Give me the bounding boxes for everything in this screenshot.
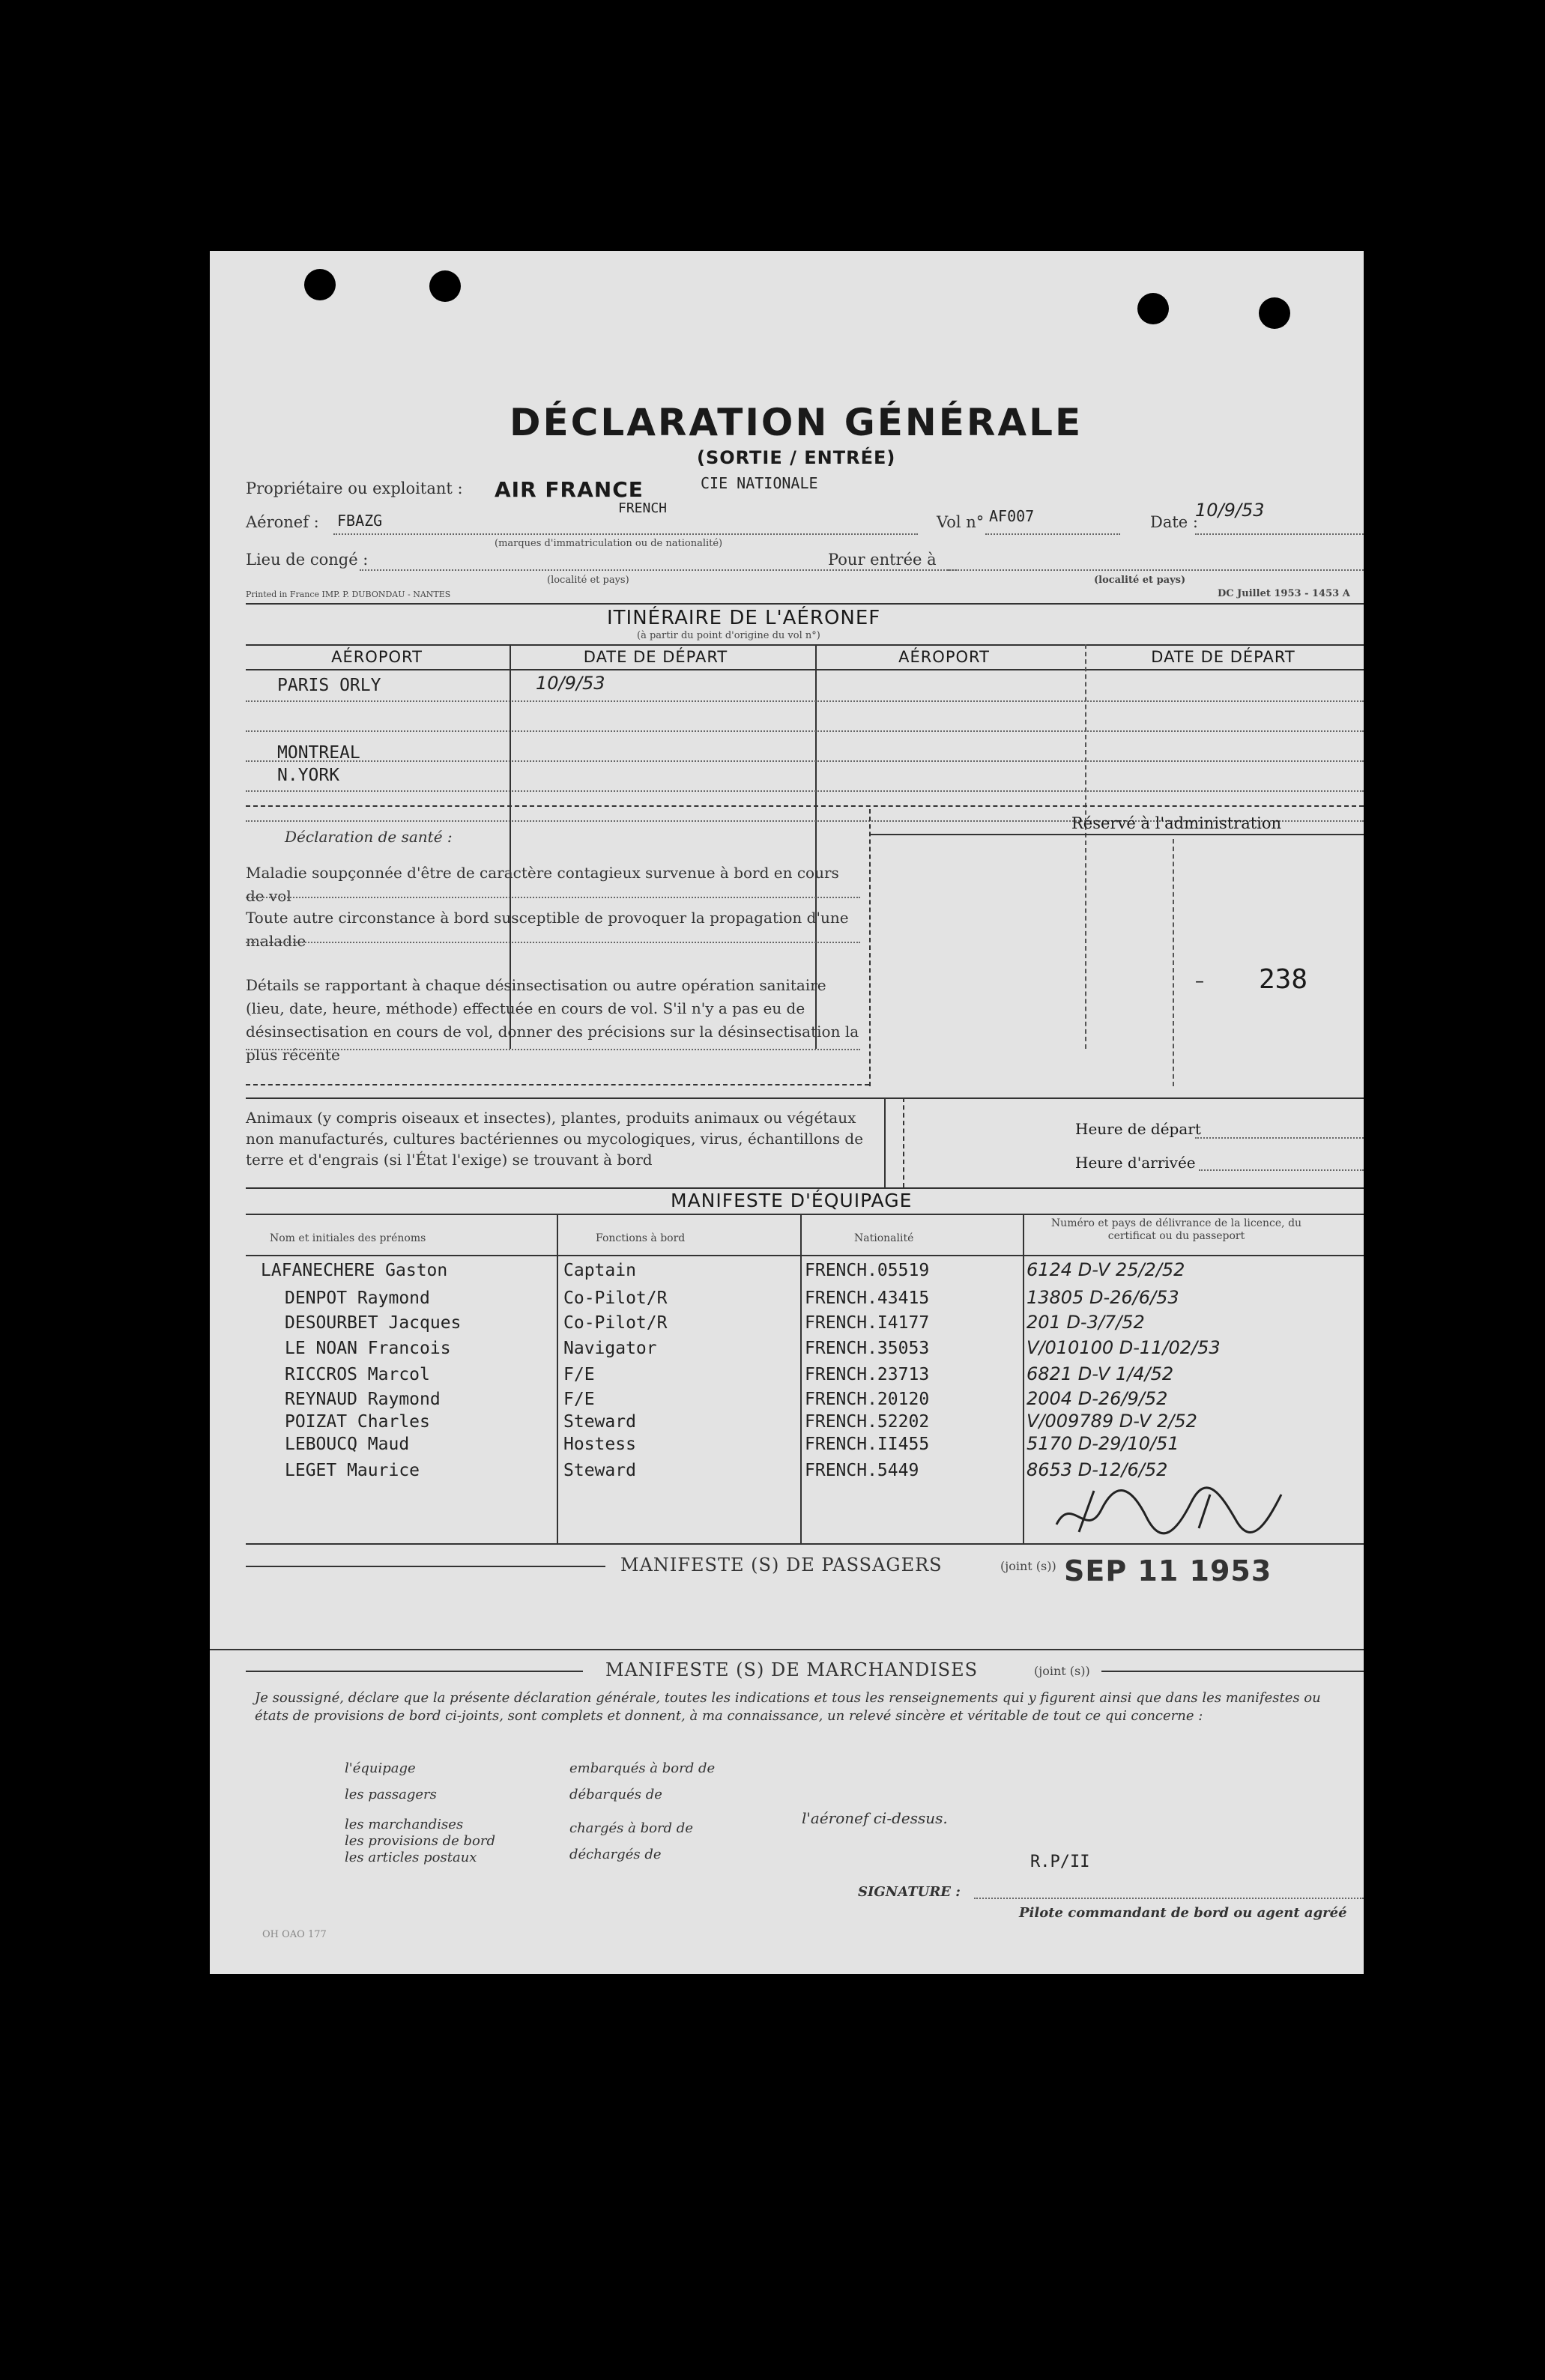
owner-extra: CIE NATIONALE — [701, 474, 818, 492]
admin-dash: – — [1195, 970, 1204, 991]
declaration-embarked: embarqués à bord de — [569, 1760, 716, 1776]
form-subtitle: (SORTIE / ENTRÉE) — [697, 447, 896, 468]
crew-function: Co-Pilot/R — [563, 1289, 668, 1308]
aircraft-value: FBAZG — [337, 512, 383, 530]
crew-top-rule — [246, 1187, 1364, 1189]
itinerary-airport: MONTREAL — [277, 743, 360, 763]
crew-name: REYNAUD Raymond — [285, 1390, 441, 1409]
crew-title-rule — [246, 1214, 1364, 1215]
crew-nationality: FRENCH.I4177 — [805, 1313, 930, 1333]
crew-license: V/009789 D-V 2/52 — [1027, 1411, 1197, 1432]
health-title: Déclaration de santé : — [285, 828, 453, 846]
itinerary-top-rule — [246, 644, 1364, 646]
itinerary-bottom-rule — [246, 805, 1364, 807]
itinerary-col-date-2: DATE DE DÉPART — [1151, 648, 1295, 666]
animals-divider — [903, 1097, 904, 1187]
cargo-rule — [210, 1649, 1364, 1650]
itinerary-row-line — [246, 790, 1364, 792]
crew-nationality: FRENCH.35053 — [805, 1339, 930, 1358]
crew-license: 13805 D-26/6/53 — [1027, 1287, 1179, 1308]
signer-title: Pilote commandant de bord ou agent agréé — [1019, 1905, 1347, 1921]
date-value: 10/9/53 — [1195, 500, 1265, 521]
declaration-goods: les marchandises — [345, 1817, 464, 1832]
entry-note: (localité et pays) — [1094, 575, 1186, 586]
declaration-unloaded: déchargés de — [569, 1847, 662, 1862]
itinerary-title: ITINÉRAIRE DE L'AÉRONEF — [607, 607, 881, 629]
owner-label: Propriétaire ou exploitant : — [246, 479, 463, 497]
heure-arrivee-label: Heure d'arrivée — [1075, 1154, 1196, 1172]
cargo-right-rule — [1101, 1671, 1364, 1672]
declaration-mail: les articles postaux — [345, 1850, 477, 1865]
itinerary-col-airport: AÉROPORT — [331, 648, 423, 666]
itinerary-divider — [1085, 644, 1086, 1049]
crew-function: Navigator — [563, 1339, 657, 1358]
flight-value: AF007 — [989, 507, 1035, 525]
crew-function: Co-Pilot/R — [563, 1313, 668, 1333]
animals-text: Animaux (y compris oiseaux et insectes), plantes, produits animaux ou végétaux non manufacturés, cultures bactériennes ou mycologiques, virus, échantillons de terre et d'engrais (si l'État l'exige) se trouvant à bord — [246, 1109, 864, 1169]
crew-name: RICCROS Marcol — [285, 1365, 430, 1384]
crew-function: F/E — [563, 1390, 595, 1409]
crew-col-license: Numéro et pays de délivrance de la licence, du certificat ou du passeport — [1050, 1217, 1302, 1242]
crew-license: 6821 D-V 1/4/52 — [1027, 1363, 1174, 1384]
itinerary-col-date: DATE DE DÉPART — [583, 648, 728, 666]
crew-head-rule — [246, 1255, 1364, 1256]
crew-divider — [557, 1214, 558, 1543]
declaration-provisions: les provisions de bord — [345, 1833, 496, 1849]
handwritten-signature — [1049, 1480, 1289, 1547]
signature-line — [974, 1898, 1364, 1899]
printer-note: Printed in France IMP. P. DUBONDAU - NANTES — [246, 590, 451, 599]
crew-name: POIZAT Charles — [285, 1412, 430, 1432]
crew-nationality: FRENCH.23713 — [805, 1365, 930, 1384]
departure-place-line — [360, 569, 959, 571]
itinerary-airport: PARIS ORLY — [277, 676, 381, 695]
crew-col-function: Fonctions à bord — [596, 1232, 686, 1244]
animals-top-rule — [246, 1097, 1364, 1099]
crew-license: V/010100 D-11/02/53 — [1027, 1337, 1221, 1358]
cargo-joint: (joint (s)) — [1034, 1664, 1090, 1678]
passengers-label: MANIFESTE (S) DE PASSAGERS — [620, 1554, 943, 1575]
crew-nationality: FRENCH.05519 — [805, 1261, 930, 1280]
crew-license: 5170 D-29/10/51 — [1027, 1433, 1179, 1454]
itinerary-date: 10/9/53 — [536, 673, 605, 694]
entry-label: Pour entrée à — [828, 551, 937, 569]
crew-license: 2004 D-26/9/52 — [1027, 1388, 1168, 1409]
health-line — [246, 897, 860, 898]
admin-divider — [1173, 839, 1174, 1086]
declaration-loaded: chargés à bord de — [569, 1820, 693, 1836]
passengers-joint: (joint (s)) — [1000, 1559, 1056, 1573]
crew-function: Captain — [563, 1261, 636, 1280]
admin-title: Réservé à l'administration — [1071, 814, 1282, 832]
document-sheet — [210, 251, 1364, 1974]
owner-value: AIR FRANCE — [495, 477, 644, 502]
itinerary-note: (à partir du point d'origine du vol n°) — [637, 630, 820, 641]
owner-nationality: FRENCH — [618, 500, 668, 516]
health-line — [246, 1049, 860, 1050]
crew-name: DENPOT Raymond — [285, 1289, 430, 1308]
admin-number: 238 — [1259, 964, 1308, 995]
entry-line — [948, 569, 1364, 571]
crew-name: LE NOAN Francois — [285, 1339, 451, 1358]
declaration-disembarked: débarqués de — [569, 1787, 662, 1802]
itinerary-row-line — [246, 700, 1364, 702]
itinerary-row-line — [246, 730, 1364, 732]
heure-depart-label: Heure de départ — [1075, 1120, 1201, 1138]
flight-label: Vol n° — [937, 513, 985, 531]
admin-top-rule — [869, 834, 1364, 835]
date-line — [1195, 533, 1364, 535]
form-title: DÉCLARATION GÉNÉRALE — [510, 401, 1083, 444]
crew-nationality: FRENCH.43415 — [805, 1289, 930, 1308]
punch-hole — [1137, 293, 1169, 324]
crew-divider — [1023, 1214, 1024, 1543]
header-rule — [246, 603, 1364, 605]
crew-function: Steward — [563, 1412, 636, 1432]
aircraft-line — [333, 533, 918, 535]
flight-line — [985, 533, 1120, 535]
signature-label: SIGNATURE : — [858, 1884, 961, 1900]
crew-name: DESOURBET Jacques — [285, 1313, 462, 1333]
declaration-passengers: les passagers — [345, 1787, 437, 1802]
heure-arrivee-line — [1199, 1169, 1364, 1171]
departure-place-label: Lieu de congé : — [246, 551, 369, 569]
crew-nationality: FRENCH.20120 — [805, 1390, 930, 1409]
crew-function: Hostess — [563, 1435, 636, 1454]
punch-hole — [304, 269, 336, 300]
cargo-label: MANIFESTE (S) DE MARCHANDISES — [605, 1659, 979, 1680]
declaration-aircraft: l'aéronef ci-dessus. — [802, 1809, 948, 1827]
animals-divider — [884, 1097, 886, 1187]
aircraft-label: Aéronef : — [246, 513, 319, 531]
health-item-2: Toute autre circonstance à bord susceptible de provoquer la propagation d'une maladie — [246, 909, 849, 950]
itinerary-airport: N.YORK — [277, 766, 340, 785]
declaration-code: R.P/II — [1030, 1853, 1090, 1871]
health-box-border — [869, 809, 871, 1086]
health-item-1: Maladie soupçonnée d'être de caractère contagieux survenue à bord en cours de vol — [246, 864, 839, 905]
declaration-text: Je soussigné, déclare que la présente déclaration générale, toutes les indications et tous les renseignements qui y figurent ainsi que dans les manifestes ou états de provisions de bord ci-joints, sont complets et donnent, à ma connaissance, un relevé sincère et véritable de tout ce qui concerne : — [255, 1690, 1321, 1724]
itinerary-head-rule — [246, 669, 1364, 670]
itinerary-col-airport-2: AÉROPORT — [898, 648, 990, 666]
crew-name: LAFANECHERE Gaston — [261, 1261, 448, 1280]
crew-col-name: Nom et initiales des prénoms — [270, 1232, 426, 1244]
crew-title: MANIFESTE D'ÉQUIPAGE — [671, 1190, 913, 1211]
crew-license: 6124 D-V 25/2/52 — [1027, 1259, 1185, 1280]
declaration-crew: l'équipage — [345, 1760, 416, 1776]
date-stamp: SEP 11 1953 — [1064, 1554, 1272, 1587]
crew-name: LEGET Maurice — [285, 1461, 420, 1480]
departure-place-note: (localité et pays) — [547, 575, 629, 586]
punch-hole — [1259, 297, 1290, 329]
crew-license: 8653 D-12/6/52 — [1027, 1459, 1168, 1480]
crew-function: F/E — [563, 1365, 595, 1384]
aircraft-note: (marques d'immatriculation ou de nationalité) — [495, 538, 723, 549]
cargo-left-rule — [246, 1671, 583, 1672]
date-label: Date : — [1150, 513, 1198, 531]
crew-divider — [800, 1214, 802, 1543]
health-item-3: Détails se rapportant à chaque désinsectisation ou autre opération sanitaire (lieu, date, heure, méthode) effectuée en cours de vol. S'il n'y a pas eu de désinsectisation en cours de vol, donner des précisions sur la désinsectisation la plus récente — [246, 976, 859, 1064]
punch-hole — [429, 270, 461, 302]
crew-license: 201 D-3/7/52 — [1027, 1312, 1145, 1333]
itinerary-row-line — [246, 760, 1364, 762]
form-footer-code: OH OAO 177 — [262, 1929, 327, 1940]
crew-nationality: FRENCH.5449 — [805, 1461, 919, 1480]
crew-function: Steward — [563, 1461, 636, 1480]
health-line — [246, 942, 860, 943]
crew-nationality: FRENCH.II455 — [805, 1435, 930, 1454]
heure-depart-line — [1195, 1137, 1364, 1139]
form-reference: DC Juillet 1953 - 1453 A — [1218, 588, 1350, 599]
health-box-border — [246, 1084, 869, 1085]
crew-col-nationality: Nationalité — [854, 1232, 914, 1244]
passengers-left-rule — [246, 1566, 605, 1567]
crew-nationality: FRENCH.52202 — [805, 1412, 930, 1432]
crew-name: LEBOUCQ Maud — [285, 1435, 410, 1454]
